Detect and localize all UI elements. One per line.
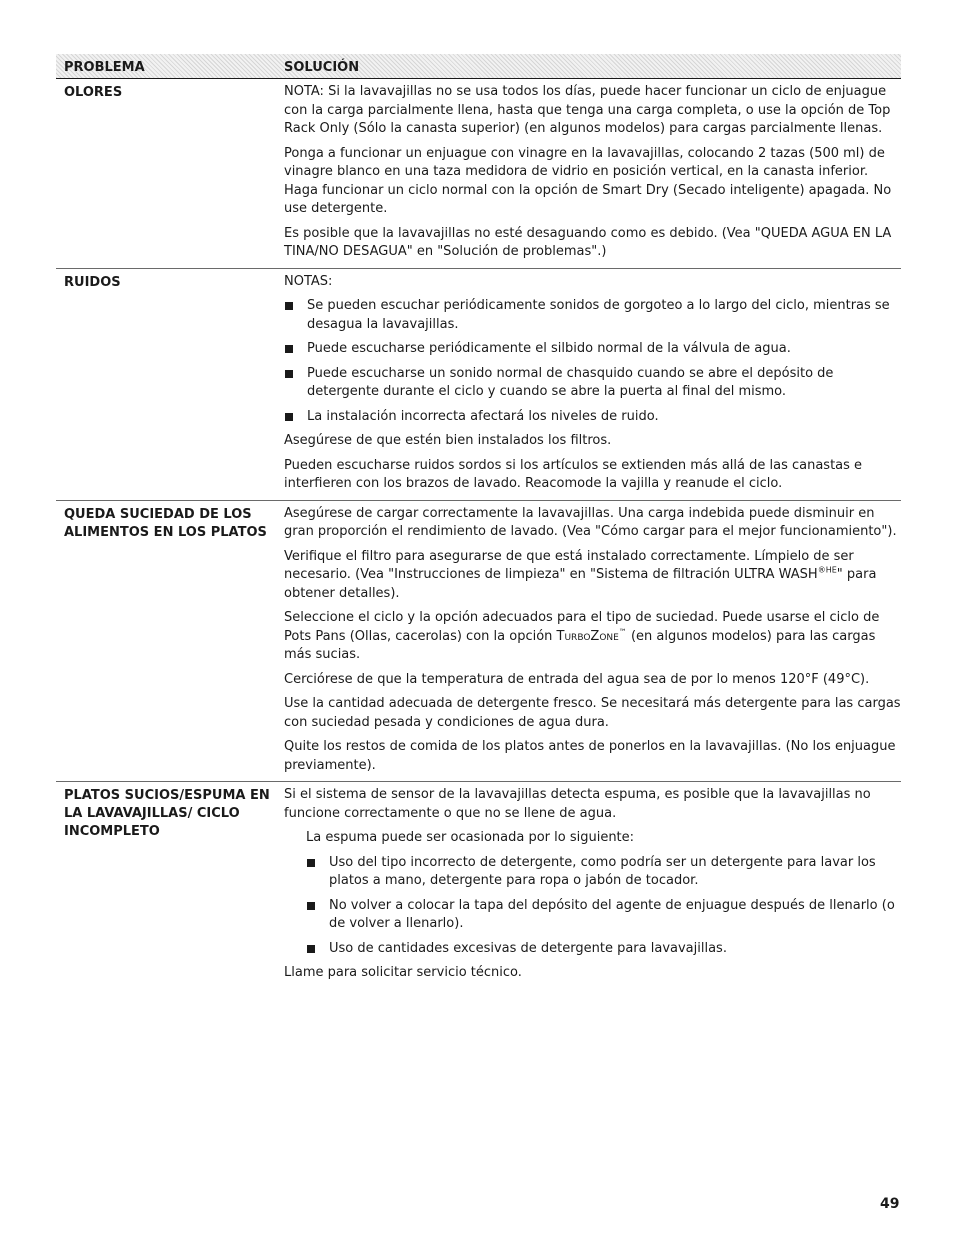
- solution-espuma: [284, 786, 901, 983]
- list-item: [284, 408, 901, 427]
- table-header: [56, 54, 901, 79]
- brand-name: TurboZone: [556, 628, 619, 644]
- ruidos-bullet-list: [284, 297, 901, 426]
- square-bullet-icon: [285, 345, 293, 353]
- espuma-paragraph-3: Llame para solicitar servicio técnico.: [284, 965, 522, 980]
- table-row-suciedad: [56, 501, 901, 783]
- suciedad-paragraph-4: Cerciórese de que la temperatura de entrada del agua sea de por lo menos 120°F (49°C).: [284, 671, 870, 687]
- square-bullet-icon: [307, 945, 315, 953]
- list-item: [284, 340, 901, 359]
- olores-paragraph-3: Es posible que la lavavajillas no esté desaguando como es debido. (Vea "QUEDA AGUA EN LA TINA/NO DESAGUA" en "Solución de problemas".): [284, 225, 892, 259]
- header-problem: PROBLEMA: [64, 60, 145, 75]
- suciedad-paragraph-5: Use la cantidad adecuada de detergente fresco. Se necesitará más detergente para las cargas con suciedad pesada y condiciones de agua dura.: [284, 696, 901, 730]
- text-segment: Seleccione el ciclo y la opción adecuados para el tipo de suciedad. Puede usarse el ciclo de Pots Pans (Ollas, cacerolas) con la opción: [284, 610, 880, 644]
- list-item-text: Puede escucharse periódicamente el silbido normal de la válvula de agua.: [307, 341, 791, 356]
- text-segment: (en algunos modelos) para las cargas más sucias.: [284, 628, 876, 662]
- table-row-espuma: [56, 782, 901, 989]
- list-item-text: Se pueden escuchar periódicamente sonidos de gorgoteo a lo largo del ciclo, mientras se desagua la lavavajillas.: [307, 298, 890, 332]
- suciedad-paragraph-3: [284, 609, 901, 665]
- list-item: [284, 297, 901, 334]
- solution-suciedad: [284, 505, 901, 776]
- ruidos-paragraph-2: Pueden escucharse ruidos sordos si los artículos se extienden más allá de las canastas e interfieren con los brazos de lavado. Reacomode la vajilla y reanude el ciclo.: [284, 457, 863, 491]
- square-bullet-icon: [307, 859, 315, 867]
- trademark-superscript: ®HE: [817, 565, 837, 575]
- espuma-bullet-list: [284, 854, 901, 959]
- text-segment: Verifique el filtro para asegurarse de que está instalado correctamente. Límpielo de ser necesario. (Vea "Instrucciones de limpieza" en "Sistema de filtración ULTRA WASH: [284, 548, 854, 582]
- table-row-olores: [56, 79, 901, 269]
- troubleshooting-table: [56, 54, 901, 989]
- ruidos-notes-label: NOTAS:: [284, 273, 333, 289]
- trademark-superscript: ™: [618, 627, 627, 637]
- olores-paragraph-1: NOTA: Si la lavavajillas no se usa todos los días, puede hacer funcionar un ciclo de enjuague con la carga parcialmente llena, hasta que tenga una carga completa, o use la opción de Top Rack Only (Sólo la canasta superior) (en algunos modelos) para cargas parcialmente llenas.: [284, 84, 891, 136]
- problem-suciedad: QUEDA SUCIEDAD DE LOS ALIMENTOS EN LOS PLATOS: [64, 506, 267, 540]
- list-item: [306, 940, 901, 959]
- problem-espuma: PLATOS SUCIOS/ESPUMA EN LA LAVAVAJILLAS/ CICLO INCOMPLETO: [64, 788, 270, 839]
- suciedad-paragraph-1: Asegúrese de cargar correctamente la lavavajillas. Una carga indebida puede disminuir en gran proporción el rendimiento de lavado. (Vea "Cómo cargar para el mejor funcionamiento").: [284, 505, 897, 539]
- suciedad-paragraph-2: [284, 548, 901, 604]
- espuma-paragraph-1: Si el sistema de sensor de la lavavajillas detecta espuma, es posible que la lavavajillas no funcione correctamente o que no se llene de agua.: [284, 787, 871, 821]
- square-bullet-icon: [285, 370, 293, 378]
- solution-ruidos: [284, 273, 901, 494]
- list-item-text: La instalación incorrecta afectará los niveles de ruido.: [307, 408, 659, 424]
- espuma-paragraph-2: La espuma puede ser ocasionada por lo siguiente:: [306, 830, 635, 845]
- list-item: [306, 854, 901, 891]
- list-item-text: Puede escucharse un sonido normal de chasquido cuando se abre el depósito de detergente durante el ciclo y cuando se abre la puerta al final del mismo.: [307, 365, 834, 399]
- solution-olores: [284, 83, 901, 262]
- problem-ruidos: RUIDOS: [64, 274, 121, 290]
- text-segment: " para obtener detalles).: [284, 567, 877, 601]
- list-item-text: Uso de cantidades excesivas de detergente para lavavajillas.: [329, 940, 727, 956]
- square-bullet-icon: [307, 902, 315, 910]
- list-item: [284, 365, 901, 402]
- list-item-text: No volver a colocar la tapa del depósito del agente de enjuague después de llenarlo (o de volver a llenarlo).: [329, 897, 895, 931]
- suciedad-paragraph-6: Quite los restos de comida de los platos antes de ponerlos en la lavavajillas. (No los enjuague previamente).: [284, 739, 896, 773]
- table-row-ruidos: [56, 269, 901, 501]
- problem-olores: OLORES: [64, 85, 123, 100]
- header-solution: SOLUCIÓN: [284, 60, 360, 75]
- page-number: 49: [880, 1196, 900, 1212]
- list-item-text: Uso del tipo incorrecto de detergente, como podría ser un detergente para lavar los platos a mano, detergente para ropa o jabón de tocador.: [329, 854, 876, 888]
- olores-paragraph-2: Ponga a funcionar un enjuague con vinagre en la lavavajillas, colocando 2 tazas (500 ml) de vinagre blanco en una taza medidora de vidrio en posición vertical, en la canasta inferior. Haga funcionar un ciclo normal con la opción de Smart Dry (Secado inteligente) apagada. No use detergente.: [284, 145, 892, 216]
- ruidos-paragraph-1: Asegúrese de que estén bien instalados los filtros.: [284, 433, 612, 448]
- square-bullet-icon: [285, 413, 293, 421]
- list-item: [306, 897, 901, 934]
- square-bullet-icon: [285, 302, 293, 310]
